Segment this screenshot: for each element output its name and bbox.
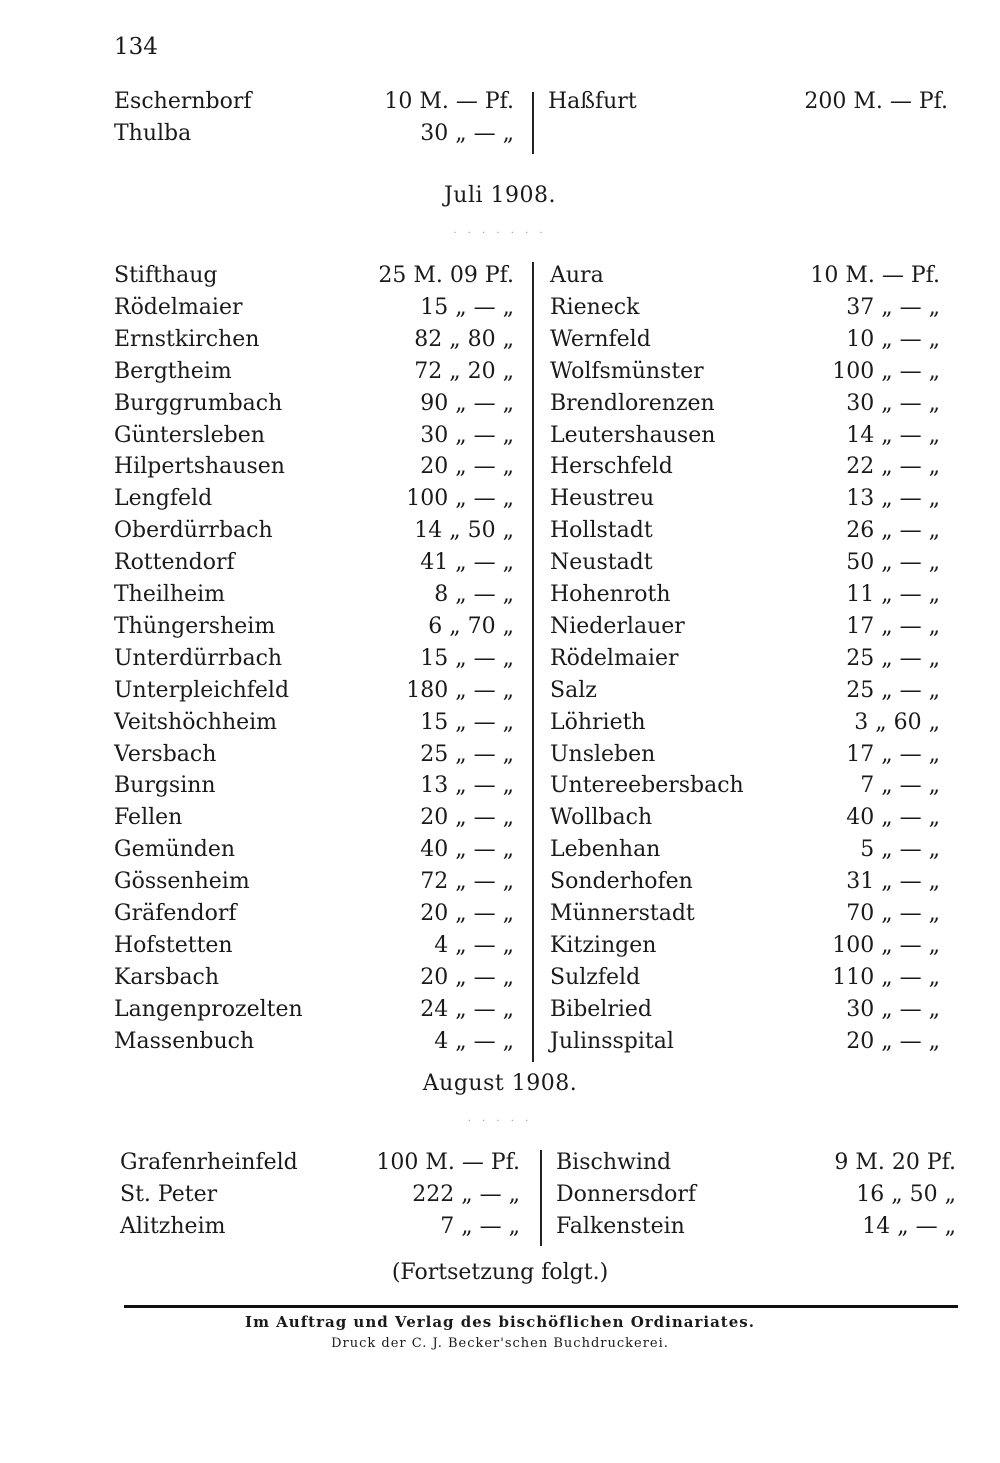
place-name: Falkenstein [556,1214,685,1239]
place-name: Rödelmaier [114,294,243,320]
donation-amount: 14 „ 50 „ [414,518,514,544]
list-item [550,770,940,802]
place-name: Thüngersheim [114,613,276,639]
donation-amount: 72 „ 20 „ [414,358,514,384]
place-name: Julinsspital [550,1028,674,1054]
donation-amount: 30 „ — „ [420,422,514,448]
place-name: Bergtheim [114,358,232,384]
list-item [556,1211,956,1243]
list-item [556,1179,956,1211]
place-name: Gräfendorf [114,901,237,926]
list-item [550,515,940,547]
place-name: Veitshöchheim [114,709,278,735]
place-name: Massenbuch [114,1028,255,1054]
list-item [114,324,514,356]
place-name: Donnersdorf [556,1182,697,1207]
place-name: Bischwind [556,1150,672,1175]
donation-amount: 22 „ — „ [846,454,940,480]
place-name: Grafenrheinfeld [120,1150,298,1175]
place-name: Hollstadt [550,518,653,544]
donation-amount: 40 „ — „ [420,837,514,863]
place-name: Hilpertshausen [114,454,285,480]
list-item [550,1026,940,1058]
donation-amount: 13 „ — „ [420,773,514,799]
list-item [550,802,940,834]
donation-amount: 37 „ — „ [846,294,940,320]
list-item [114,547,514,579]
donation-amount: 82 „ 80 „ [414,326,514,352]
donation-amount: 7 „ — „ [860,773,940,799]
donation-amount: 4 „ — „ [434,932,514,958]
place-name: Sonderhofen [550,869,693,895]
donation-amount: 14 „ — „ [862,1214,956,1239]
place-name: Unsleben [550,741,656,767]
list-item [114,739,514,771]
page-number: 134 [114,34,158,60]
place-name: Löhrieth [550,709,646,735]
list-item [114,579,514,611]
place-name: Münnerstadt [550,901,695,926]
donation-amount: 26 „ — „ [846,518,940,544]
list-item [120,1211,520,1243]
donation-amount: 70 „ — „ [846,901,940,926]
column-divider [532,262,534,1062]
list-item [114,1026,514,1058]
ornament-dots: · · · · · · · [453,228,547,239]
place-name: Karsbach [114,964,220,990]
place-name: Stifthaug [114,263,218,288]
donation-amount: 40 „ — „ [846,805,940,831]
donation-amount: 100 „ — „ [832,932,940,958]
list-item [550,739,940,771]
place-name: Gemünden [114,837,236,863]
list-item [114,292,514,324]
donation-amount: 7 „ — „ [440,1214,520,1239]
list-item [550,962,940,994]
donation-amount: 20 „ — „ [420,454,514,480]
list-item [550,643,940,675]
place-name: Unterdürrbach [114,645,283,671]
july-heading: Juli 1908. [443,183,557,208]
donation-amount: 3 „ 60 „ [854,709,940,735]
place-name: Güntersleben [114,422,265,448]
donation-amount: 30 „ — „ [420,121,514,146]
donation-amount: 50 „ — „ [846,550,940,576]
place-name: Langenprozelten [114,996,303,1022]
donation-amount: 9 M. 20 Pf. [834,1150,956,1175]
ornament-dots: · · · · · [467,1116,533,1127]
place-name: Rottendorf [114,550,235,576]
list-item [114,118,514,150]
list-item [550,356,940,388]
column-divider [540,1150,542,1246]
donation-amount: 11 „ — „ [846,582,940,607]
place-name: Gössenheim [114,869,250,895]
donation-amount: 6 „ 70 „ [428,613,514,639]
donation-amount: 100 „ — „ [832,358,940,384]
place-name: Ernstkirchen [114,326,260,352]
donation-amount: 20 „ — „ [420,805,514,831]
list-item [550,579,940,611]
donation-amount: 72 „ — „ [420,869,514,895]
place-name: Herschfeld [550,454,673,480]
list-item [550,451,940,483]
list-item [114,994,514,1026]
list-item [114,86,514,118]
donation-amount: 30 „ — „ [846,996,940,1022]
donation-amount: 10 M. — Pf. [810,263,940,288]
place-name: Eschernborf [114,89,252,114]
place-name: Kitzingen [550,932,657,958]
place-name: Wernfeld [550,326,651,352]
list-item [550,707,940,739]
donation-amount: 31 „ — „ [846,869,940,895]
place-name: Alitzheim [120,1214,226,1239]
list-item [556,1147,956,1179]
place-name: Niederlauer [550,613,685,639]
donation-amount: 25 „ — „ [420,741,514,767]
list-item [120,1179,520,1211]
list-item [550,292,940,324]
list-item [114,834,514,866]
place-name: Salz [550,677,597,703]
place-name: Wolfsmünster [550,358,704,384]
place-name: Theilheim [114,582,226,607]
list-item [114,802,514,834]
donation-amount: 10 „ — „ [846,326,940,352]
place-name: Fellen [114,805,183,831]
donation-amount: 10 M. — Pf. [384,89,514,114]
list-item [114,451,514,483]
donation-amount: 15 „ — „ [420,645,514,671]
list-item [114,707,514,739]
list-item [550,260,940,292]
list-item [114,260,514,292]
place-name: Burgsinn [114,773,216,799]
list-item [550,483,940,515]
donation-amount: 17 „ — „ [846,741,940,767]
continuation-note: (Fortsetzung folgt.) [391,1260,609,1285]
place-name: Oberdürrbach [114,518,273,544]
list-item [114,898,514,930]
donation-amount: 14 „ — „ [846,422,940,448]
place-name: Rödelmaier [550,645,679,671]
list-item [550,324,940,356]
list-item [114,930,514,962]
place-name: Sulzfeld [550,964,641,990]
place-name: Thulba [114,121,192,146]
donation-amount: 17 „ — „ [846,613,940,639]
list-item [550,834,940,866]
list-item [548,86,948,118]
donation-amount: 200 M. — Pf. [804,89,948,114]
donation-amount: 20 „ — „ [420,901,514,926]
donation-amount: 90 „ — „ [420,390,514,416]
place-name: Brendlorenzen [550,390,715,416]
place-name: Hofstetten [114,932,233,958]
list-item [120,1147,520,1179]
list-item [550,898,940,930]
list-item [550,420,940,452]
column-divider [532,92,534,154]
list-item [550,611,940,643]
donation-amount: 180 „ — „ [406,677,514,703]
donation-amount: 30 „ — „ [846,390,940,416]
donation-amount: 20 „ — „ [420,964,514,990]
place-name: Heustreu [550,486,655,512]
list-item [114,483,514,515]
place-name: Lebenhan [550,837,661,863]
footer-rule [124,1305,958,1308]
list-item [114,770,514,802]
donation-amount: 20 „ — „ [846,1028,940,1054]
list-item [550,930,940,962]
donation-amount: 222 „ — „ [412,1182,520,1207]
list-item [550,675,940,707]
donation-amount: 25 „ — „ [846,645,940,671]
list-item [114,962,514,994]
donation-amount: 100 „ — „ [406,486,514,512]
place-name: Versbach [114,741,217,767]
place-name: Wollbach [550,805,653,831]
place-name: St. Peter [120,1182,218,1207]
list-item [550,994,940,1026]
list-item [114,515,514,547]
list-item [114,388,514,420]
list-item [114,643,514,675]
place-name: Lengfeld [114,486,213,512]
place-name: Haßfurt [548,89,637,114]
donation-amount: 110 „ — „ [832,964,940,990]
list-item [114,356,514,388]
donation-amount: 24 „ — „ [420,996,514,1022]
donation-amount: 15 „ — „ [420,709,514,735]
donation-amount: 15 „ — „ [420,294,514,320]
donation-amount: 25 M. 09 Pf. [378,263,514,288]
list-item [550,388,940,420]
list-item [114,420,514,452]
donation-amount: 16 „ 50 „ [856,1182,956,1207]
donation-amount: 41 „ — „ [420,550,514,576]
list-item [550,866,940,898]
place-name: Bibelried [550,996,652,1022]
list-item [114,675,514,707]
august-heading: August 1908. [422,1071,578,1096]
donation-amount: 25 „ — „ [846,677,940,703]
donation-amount: 100 M. — Pf. [376,1150,520,1175]
donation-amount: 5 „ — „ [860,837,940,863]
donation-amount: 13 „ — „ [846,486,940,512]
place-name: Neustadt [550,550,653,576]
place-name: Untereebersbach [550,773,744,799]
donation-amount: 4 „ — „ [434,1028,514,1054]
place-name: Hohenroth [550,582,671,607]
imprint-line: Im Auftrag und Verlag des bischöflichen Ordinariates. [245,1313,755,1331]
list-item [114,866,514,898]
place-name: Unterpleichfeld [114,677,290,703]
list-item [550,547,940,579]
donation-amount: 8 „ — „ [434,582,514,607]
place-name: Leutershausen [550,422,716,448]
printer-line: Druck der C. J. Becker'schen Buchdruckerei. [331,1336,669,1351]
place-name: Rieneck [550,294,640,320]
place-name: Aura [550,263,604,288]
list-item [114,611,514,643]
place-name: Burggrumbach [114,390,283,416]
